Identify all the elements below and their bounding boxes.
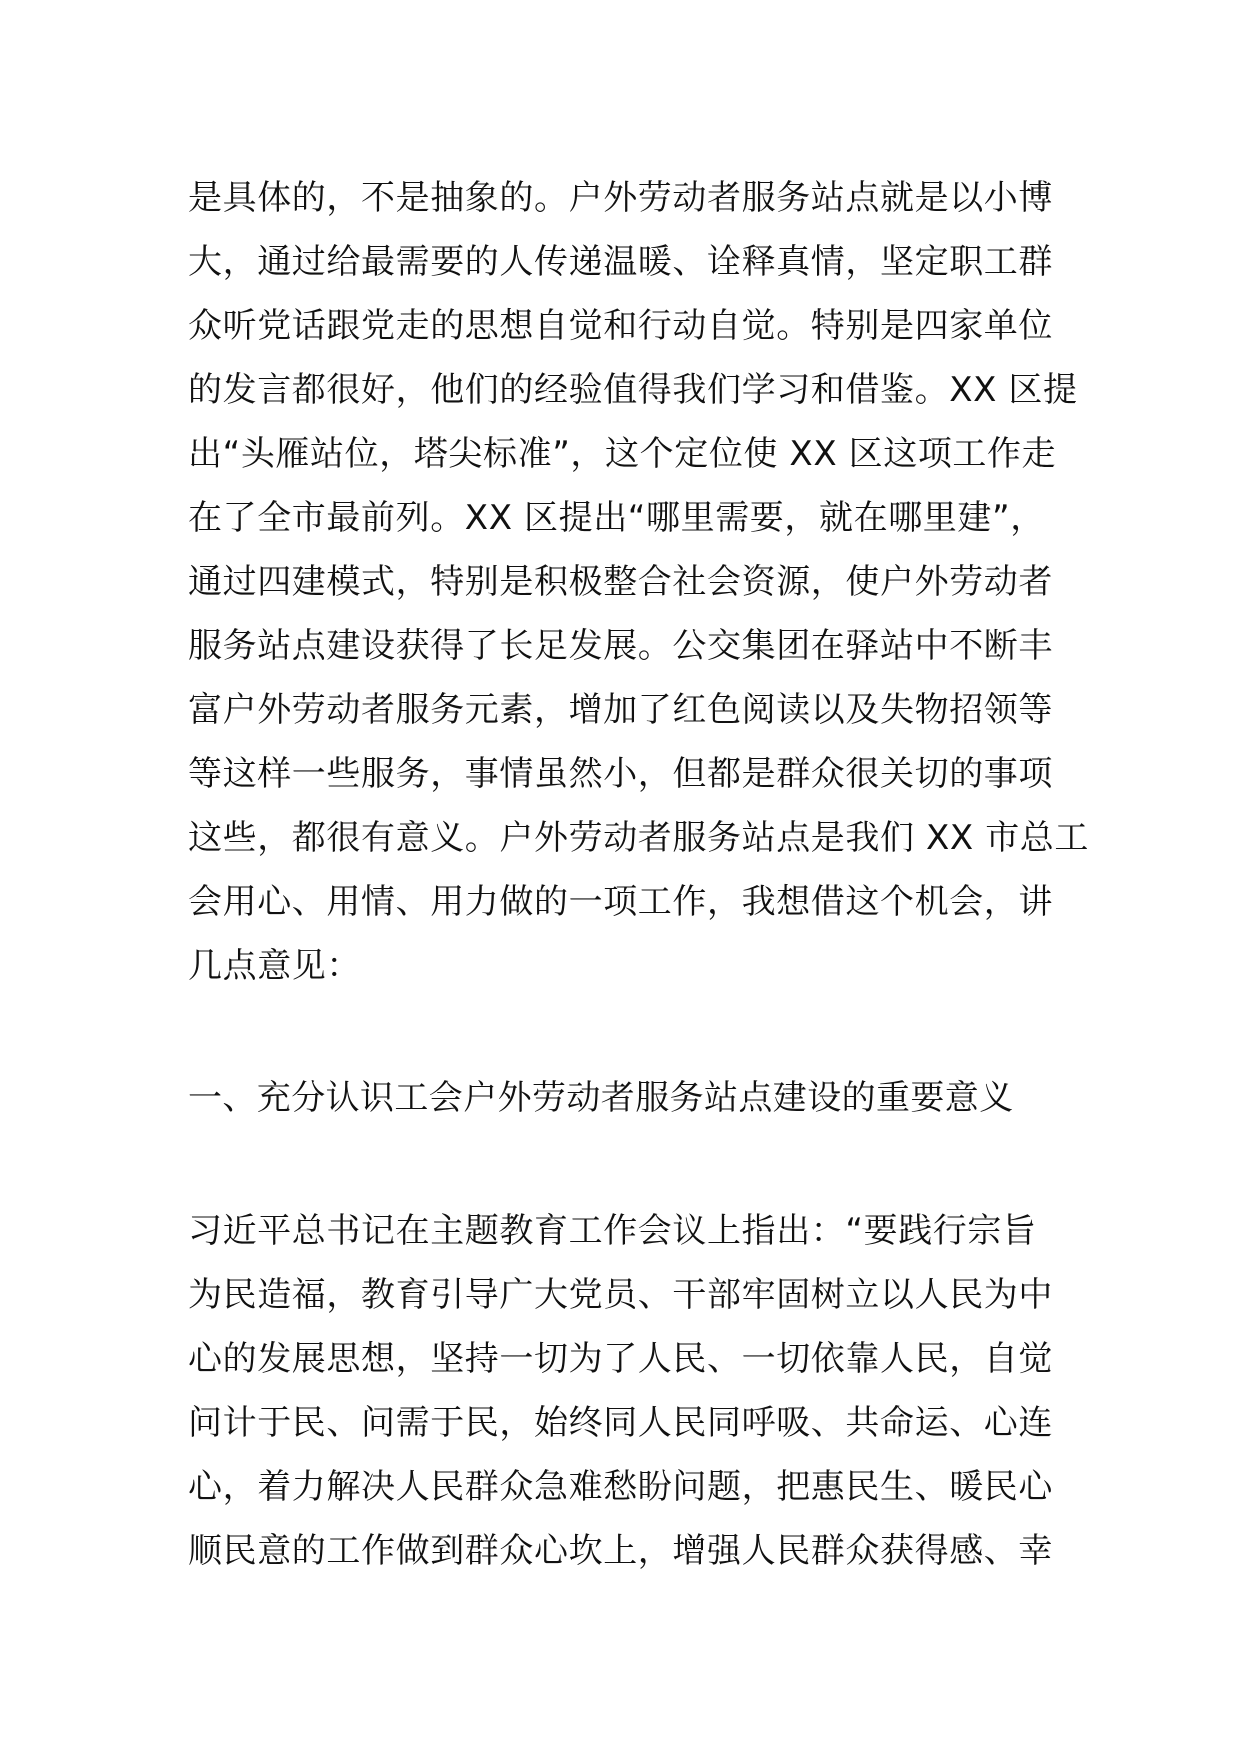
paragraph-line: 在了全市最前列。XX 区提出“哪里需要，就在哪里建”， [188,498,1045,538]
paragraph-line: 这些，都很有意义。户外劳动者服务站点是我们 XX 市总工 [188,818,1089,858]
paragraph-line: 为民造福，教育引导广大党员、干部牢固树立以人民为中 [188,1275,1053,1315]
paragraph-line: 顺民意的工作做到群众心坎上，增强人民群众获得感、幸 [188,1531,1053,1571]
paragraph-line: 富户外劳动者服务元素，增加了红色阅读以及失物招领等 [188,690,1053,730]
paragraph-line: 心，着力解决人民群众急难愁盼问题，把惠民生、暖民心 [188,1467,1053,1507]
paragraph-line: 通过四建模式，特别是积极整合社会资源，使户外劳动者 [188,562,1053,602]
paragraph-line: 的发言都很好，他们的经验值得我们学习和借鉴。XX 区提 [188,370,1078,410]
section-heading: 一、充分认识工会户外劳动者服务站点建设的重要意义 [188,1078,1014,1118]
paragraph-line: 心的发展思想，坚持一切为了人民、一切依靠人民，自觉 [188,1339,1053,1379]
paragraph-line: 出“头雁站位，塔尖标准”，这个定位使 XX 区这项工作走 [188,434,1057,474]
paragraph-line: 问计于民、问需于民，始终同人民同呼吸、共命运、心连 [188,1403,1053,1443]
paragraph-line: 几点意见： [188,946,361,986]
paragraph-line: 习近平总书记在主题教育工作会议上指出：“要践行宗旨 [188,1211,1037,1251]
paragraph-line: 众听党话跟党走的思想自觉和行动自觉。特别是四家单位 [188,306,1053,346]
paragraph-line: 服务站点建设获得了长足发展。公交集团在驿站中不断丰 [188,626,1053,666]
paragraph-line: 大，通过给最需要的人传递温暖、诠释真情，坚定职工群 [188,242,1053,282]
paragraph-line: 等这样一些服务，事情虽然小，但都是群众很关切的事项 [188,754,1053,794]
paragraph-line: 是具体的，不是抽象的。户外劳动者服务站点就是以小博 [188,178,1053,218]
paragraph-line: 会用心、用情、用力做的一项工作，我想借这个机会，讲 [188,882,1053,922]
